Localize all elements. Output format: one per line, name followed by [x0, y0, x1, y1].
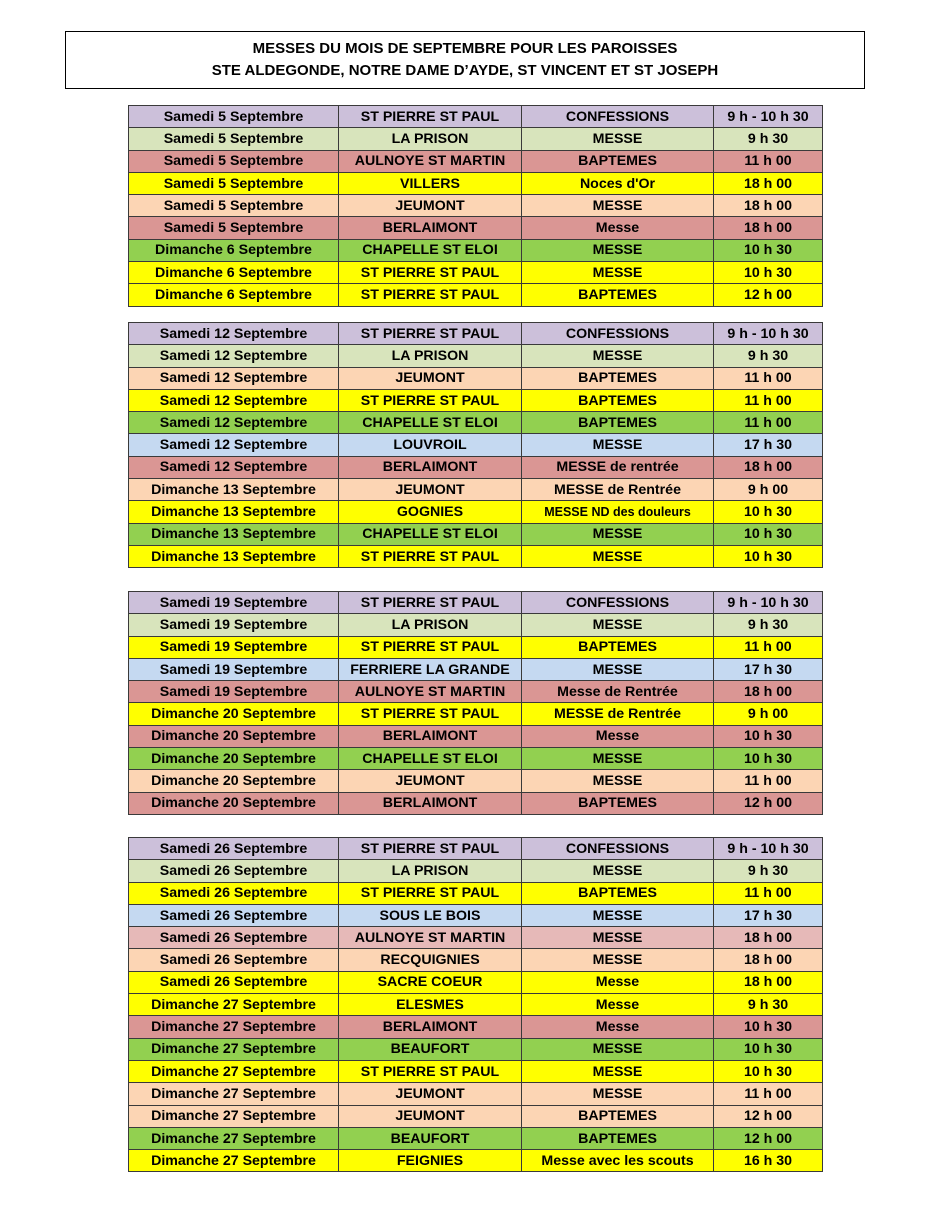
time-cell: 10 h 30: [714, 239, 823, 261]
table-row: [129, 545, 823, 567]
place-cell: LA PRISON: [339, 345, 522, 367]
table-row: [129, 971, 823, 993]
table-row: [129, 106, 823, 128]
time-cell: 17 h 30: [714, 434, 823, 456]
event-cell: BAPTEMES: [522, 412, 714, 434]
time-cell: 11 h 00: [714, 1083, 823, 1105]
date-cell: Dimanche 27 Septembre: [129, 1105, 339, 1127]
event-cell: MESSE: [522, 614, 714, 636]
date-cell: Samedi 12 Septembre: [129, 434, 339, 456]
time-cell: 10 h 30: [714, 1038, 823, 1060]
date-cell: Samedi 5 Septembre: [129, 150, 339, 172]
date-cell: Dimanche 27 Septembre: [129, 994, 339, 1016]
date-cell: Samedi 26 Septembre: [129, 860, 339, 882]
table-row: [129, 323, 823, 345]
date-cell: Dimanche 20 Septembre: [129, 703, 339, 725]
place-cell: JEUMONT: [339, 1083, 522, 1105]
time-cell: 9 h 00: [714, 479, 823, 501]
time-cell: 9 h 30: [714, 860, 823, 882]
time-cell: 12 h 00: [714, 1105, 823, 1127]
event-cell: MESSE ND des douleurs: [522, 501, 714, 523]
date-cell: Dimanche 20 Septembre: [129, 748, 339, 770]
place-cell: ST PIERRE ST PAUL: [339, 703, 522, 725]
date-cell: Dimanche 20 Septembre: [129, 725, 339, 747]
event-cell: BAPTEMES: [522, 389, 714, 411]
place-cell: LA PRISON: [339, 860, 522, 882]
place-cell: BEAUFORT: [339, 1038, 522, 1060]
date-cell: Samedi 19 Septembre: [129, 681, 339, 703]
time-cell: 11 h 00: [714, 389, 823, 411]
date-cell: Samedi 19 Septembre: [129, 614, 339, 636]
place-cell: CHAPELLE ST ELOI: [339, 412, 522, 434]
table-row: [129, 1150, 823, 1172]
date-cell: Samedi 12 Septembre: [129, 412, 339, 434]
date-cell: Samedi 26 Septembre: [129, 949, 339, 971]
date-cell: Samedi 5 Septembre: [129, 195, 339, 217]
table-row: [129, 748, 823, 770]
time-cell: 9 h - 10 h 30: [714, 323, 823, 345]
table-row: [129, 838, 823, 860]
table-row: [129, 128, 823, 150]
place-cell: ST PIERRE ST PAUL: [339, 636, 522, 658]
date-cell: Dimanche 13 Septembre: [129, 545, 339, 567]
place-cell: JEUMONT: [339, 770, 522, 792]
place-cell: ST PIERRE ST PAUL: [339, 545, 522, 567]
date-cell: Samedi 19 Septembre: [129, 658, 339, 680]
time-cell: 10 h 30: [714, 1060, 823, 1082]
time-cell: 10 h 30: [714, 545, 823, 567]
event-cell: Messe de Rentrée: [522, 681, 714, 703]
date-cell: Samedi 5 Septembre: [129, 172, 339, 194]
event-cell: BAPTEMES: [522, 792, 714, 814]
table-row: [129, 658, 823, 680]
title-line-2: STE ALDEGONDE, NOTRE DAME D’AYDE, ST VINCENT ET ST JOSEPH: [211, 62, 719, 79]
table-row: [129, 239, 823, 261]
event-cell: MESSE: [522, 904, 714, 926]
event-cell: MESSE de Rentrée: [522, 703, 714, 725]
time-cell: 9 h 30: [714, 345, 823, 367]
time-cell: 10 h 30: [714, 523, 823, 545]
event-cell: BAPTEMES: [522, 882, 714, 904]
title-line-1: MESSES DU MOIS DE SEPTEMBRE POUR LES PAROISSES: [252, 40, 678, 57]
time-cell: 18 h 00: [714, 949, 823, 971]
event-cell: Messe: [522, 994, 714, 1016]
place-cell: JEUMONT: [339, 195, 522, 217]
event-cell: BAPTEMES: [522, 1105, 714, 1127]
table-row: [129, 614, 823, 636]
event-cell: Messe: [522, 971, 714, 993]
place-cell: SACRE COEUR: [339, 971, 522, 993]
event-cell: CONFESSIONS: [522, 592, 714, 614]
place-cell: JEUMONT: [339, 479, 522, 501]
place-cell: SOUS LE BOIS: [339, 904, 522, 926]
event-cell: MESSE: [522, 770, 714, 792]
place-cell: ST PIERRE ST PAUL: [339, 284, 522, 306]
table-row: [129, 367, 823, 389]
time-cell: 9 h - 10 h 30: [714, 592, 823, 614]
date-cell: Dimanche 6 Septembre: [129, 262, 339, 284]
date-cell: Dimanche 27 Septembre: [129, 1150, 339, 1172]
place-cell: VILLERS: [339, 172, 522, 194]
date-cell: Samedi 12 Septembre: [129, 367, 339, 389]
time-cell: 18 h 00: [714, 217, 823, 239]
date-cell: Dimanche 20 Septembre: [129, 770, 339, 792]
event-cell: Messe: [522, 725, 714, 747]
date-cell: Samedi 19 Septembre: [129, 592, 339, 614]
date-cell: Dimanche 6 Septembre: [129, 284, 339, 306]
date-cell: Dimanche 27 Septembre: [129, 1083, 339, 1105]
place-cell: JEUMONT: [339, 1105, 522, 1127]
place-cell: ST PIERRE ST PAUL: [339, 389, 522, 411]
date-cell: Dimanche 27 Septembre: [129, 1038, 339, 1060]
time-cell: 12 h 00: [714, 1127, 823, 1149]
event-cell: MESSE: [522, 949, 714, 971]
time-cell: 12 h 00: [714, 284, 823, 306]
date-cell: Dimanche 13 Septembre: [129, 501, 339, 523]
place-cell: FEIGNIES: [339, 1150, 522, 1172]
time-cell: 11 h 00: [714, 367, 823, 389]
time-cell: 16 h 30: [714, 1150, 823, 1172]
place-cell: BERLAIMONT: [339, 1016, 522, 1038]
event-cell: Noces d'Or: [522, 172, 714, 194]
date-cell: Samedi 12 Septembre: [129, 389, 339, 411]
time-cell: 17 h 30: [714, 904, 823, 926]
place-cell: ST PIERRE ST PAUL: [339, 1060, 522, 1082]
date-cell: Dimanche 27 Septembre: [129, 1016, 339, 1038]
event-cell: MESSE: [522, 239, 714, 261]
place-cell: FERRIERE LA GRANDE: [339, 658, 522, 680]
time-cell: 12 h 00: [714, 792, 823, 814]
event-cell: Messe avec les scouts: [522, 1150, 714, 1172]
time-cell: 11 h 00: [714, 412, 823, 434]
table-row: [129, 412, 823, 434]
date-cell: Dimanche 6 Septembre: [129, 239, 339, 261]
place-cell: CHAPELLE ST ELOI: [339, 748, 522, 770]
date-cell: Samedi 26 Septembre: [129, 904, 339, 926]
event-cell: MESSE: [522, 128, 714, 150]
date-cell: Samedi 19 Septembre: [129, 636, 339, 658]
table-row: [129, 592, 823, 614]
event-cell: MESSE de rentrée: [522, 456, 714, 478]
place-cell: BERLAIMONT: [339, 725, 522, 747]
time-cell: 18 h 00: [714, 681, 823, 703]
event-cell: BAPTEMES: [522, 1127, 714, 1149]
place-cell: ST PIERRE ST PAUL: [339, 323, 522, 345]
time-cell: 9 h 30: [714, 614, 823, 636]
time-cell: 11 h 00: [714, 770, 823, 792]
table-row: [129, 725, 823, 747]
table-row: [129, 284, 823, 306]
date-cell: Dimanche 27 Septembre: [129, 1127, 339, 1149]
event-cell: Messe: [522, 217, 714, 239]
event-cell: MESSE: [522, 860, 714, 882]
place-cell: ELESMES: [339, 994, 522, 1016]
place-cell: AULNOYE ST MARTIN: [339, 681, 522, 703]
table-row: [129, 479, 823, 501]
table-row: [129, 172, 823, 194]
place-cell: ST PIERRE ST PAUL: [339, 592, 522, 614]
table-row: [129, 1060, 823, 1082]
place-cell: BERLAIMONT: [339, 456, 522, 478]
place-cell: LA PRISON: [339, 614, 522, 636]
date-cell: Samedi 5 Septembre: [129, 106, 339, 128]
event-cell: BAPTEMES: [522, 150, 714, 172]
date-cell: Dimanche 13 Septembre: [129, 479, 339, 501]
place-cell: ST PIERRE ST PAUL: [339, 262, 522, 284]
table-row: [129, 770, 823, 792]
table-row: [129, 262, 823, 284]
date-cell: Samedi 12 Septembre: [129, 323, 339, 345]
date-cell: Samedi 26 Septembre: [129, 971, 339, 993]
time-cell: 9 h 00: [714, 703, 823, 725]
event-cell: BAPTEMES: [522, 367, 714, 389]
table-row: [129, 150, 823, 172]
table-row: [129, 860, 823, 882]
date-cell: Samedi 26 Septembre: [129, 838, 339, 860]
event-cell: BAPTEMES: [522, 284, 714, 306]
time-cell: 18 h 00: [714, 971, 823, 993]
time-cell: 17 h 30: [714, 658, 823, 680]
table-row: [129, 994, 823, 1016]
place-cell: LA PRISON: [339, 128, 522, 150]
event-cell: BAPTEMES: [522, 636, 714, 658]
time-cell: 18 h 00: [714, 456, 823, 478]
table-row: [129, 195, 823, 217]
event-cell: MESSE: [522, 262, 714, 284]
table-row: [129, 792, 823, 814]
time-cell: 18 h 00: [714, 195, 823, 217]
time-cell: 10 h 30: [714, 262, 823, 284]
place-cell: AULNOYE ST MARTIN: [339, 927, 522, 949]
time-cell: 11 h 00: [714, 636, 823, 658]
place-cell: ST PIERRE ST PAUL: [339, 106, 522, 128]
schedule-week-4: [128, 837, 823, 1172]
time-cell: 10 h 30: [714, 725, 823, 747]
event-cell: MESSE: [522, 523, 714, 545]
time-cell: 11 h 00: [714, 882, 823, 904]
event-cell: CONFESSIONS: [522, 323, 714, 345]
event-cell: MESSE: [522, 1060, 714, 1082]
table-row: [129, 389, 823, 411]
table-row: [129, 1038, 823, 1060]
table-row: [129, 1083, 823, 1105]
date-cell: Samedi 12 Septembre: [129, 345, 339, 367]
table-row: [129, 949, 823, 971]
page-title: [65, 31, 865, 89]
time-cell: 9 h - 10 h 30: [714, 106, 823, 128]
time-cell: 9 h 30: [714, 128, 823, 150]
place-cell: RECQUIGNIES: [339, 949, 522, 971]
date-cell: Samedi 12 Septembre: [129, 456, 339, 478]
table-row: [129, 681, 823, 703]
place-cell: AULNOYE ST MARTIN: [339, 150, 522, 172]
schedule-week-3: [128, 591, 823, 815]
schedule-week-1: [128, 105, 823, 307]
date-cell: Dimanche 13 Septembre: [129, 523, 339, 545]
event-cell: MESSE: [522, 658, 714, 680]
event-cell: MESSE: [522, 927, 714, 949]
date-cell: Samedi 5 Septembre: [129, 128, 339, 150]
event-cell: MESSE: [522, 195, 714, 217]
place-cell: LOUVROIL: [339, 434, 522, 456]
table-row: [129, 1105, 823, 1127]
time-cell: 9 h - 10 h 30: [714, 838, 823, 860]
table-row: [129, 345, 823, 367]
event-cell: MESSE: [522, 434, 714, 456]
place-cell: CHAPELLE ST ELOI: [339, 523, 522, 545]
date-cell: Dimanche 27 Septembre: [129, 1060, 339, 1082]
schedule-week-2: [128, 322, 823, 568]
place-cell: BERLAIMONT: [339, 792, 522, 814]
table-row: [129, 703, 823, 725]
table-row: [129, 456, 823, 478]
time-cell: 10 h 30: [714, 748, 823, 770]
date-cell: Samedi 26 Septembre: [129, 882, 339, 904]
place-cell: BERLAIMONT: [339, 217, 522, 239]
table-row: [129, 1127, 823, 1149]
table-row: [129, 217, 823, 239]
table-row: [129, 501, 823, 523]
table-row: [129, 523, 823, 545]
event-cell: MESSE: [522, 545, 714, 567]
table-row: [129, 1016, 823, 1038]
table-row: [129, 434, 823, 456]
event-cell: CONFESSIONS: [522, 106, 714, 128]
event-cell: MESSE de Rentrée: [522, 479, 714, 501]
table-row: [129, 927, 823, 949]
place-cell: ST PIERRE ST PAUL: [339, 882, 522, 904]
event-cell: Messe: [522, 1016, 714, 1038]
time-cell: 10 h 30: [714, 501, 823, 523]
time-cell: 18 h 00: [714, 927, 823, 949]
time-cell: 10 h 30: [714, 1016, 823, 1038]
table-row: [129, 636, 823, 658]
time-cell: 18 h 00: [714, 172, 823, 194]
place-cell: GOGNIES: [339, 501, 522, 523]
place-cell: BEAUFORT: [339, 1127, 522, 1149]
table-row: [129, 882, 823, 904]
place-cell: ST PIERRE ST PAUL: [339, 838, 522, 860]
place-cell: JEUMONT: [339, 367, 522, 389]
date-cell: Samedi 26 Septembre: [129, 927, 339, 949]
event-cell: MESSE: [522, 345, 714, 367]
date-cell: Dimanche 20 Septembre: [129, 792, 339, 814]
event-cell: CONFESSIONS: [522, 838, 714, 860]
time-cell: 11 h 00: [714, 150, 823, 172]
event-cell: MESSE: [522, 748, 714, 770]
time-cell: 9 h 30: [714, 994, 823, 1016]
date-cell: Samedi 5 Septembre: [129, 217, 339, 239]
event-cell: MESSE: [522, 1083, 714, 1105]
table-row: [129, 904, 823, 926]
place-cell: CHAPELLE ST ELOI: [339, 239, 522, 261]
event-cell: MESSE: [522, 1038, 714, 1060]
